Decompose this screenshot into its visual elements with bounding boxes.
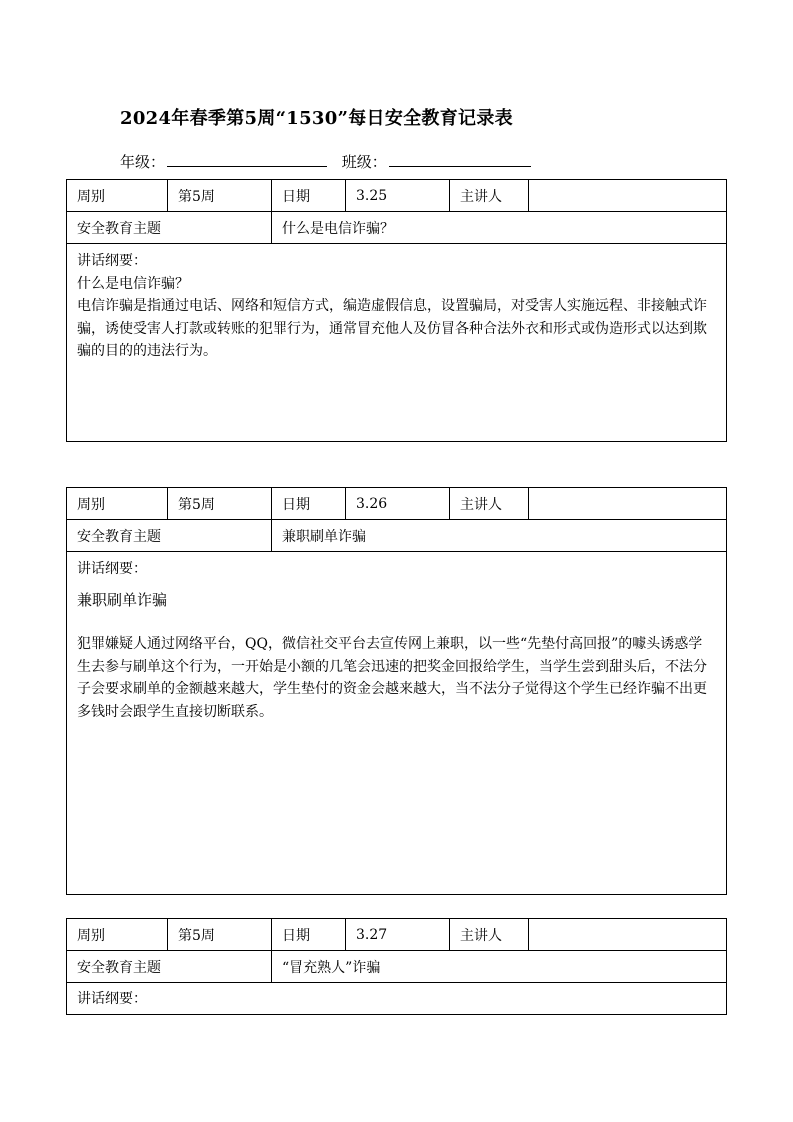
date-value: 3.26 <box>346 488 450 519</box>
grade-label: 年级： <box>120 153 166 171</box>
class-blank <box>389 148 531 167</box>
record-table-2 <box>66 487 727 895</box>
grade-class-line <box>120 148 531 172</box>
outline-body: 电信诈骗是指通过电话、网络和短信方式，编造虚假信息，设置骗局，对受害人实施远程、非接触式诈骗，诱使受害人打款或转账的犯罪行为，通常冒充他人及仿冒各种合法外衣和形式或伪造形式以达到欺骗的目的的违法行为。 <box>77 298 707 359</box>
week-value: 第5周 <box>168 919 272 950</box>
outline-heading: 什么是电信诈骗？ <box>77 275 189 292</box>
page-title: 2024年春季第5周“1530”每日安全教育记录表 <box>120 108 513 129</box>
speaker-value <box>529 919 726 950</box>
class-label: 班级： <box>341 153 387 171</box>
outline-cell <box>67 552 726 894</box>
date-value: 3.25 <box>346 180 450 211</box>
date-label: 日期 <box>272 180 346 211</box>
grade-blank <box>167 148 327 167</box>
topic-value: “冒充熟人”诈骗 <box>282 959 381 976</box>
outline-heading: 兼职刷单诈骗 <box>77 590 168 609</box>
topic-value: 兼职刷单诈骗 <box>282 528 366 545</box>
outline-label: 讲话纲要： <box>77 991 147 1007</box>
topic-row <box>67 520 726 552</box>
outline-label: 讲话纲要： <box>77 253 147 269</box>
week-label: 周别 <box>67 488 168 519</box>
outline-cell <box>67 983 726 1014</box>
spacer <box>77 611 716 633</box>
topic-label: 安全教育主题 <box>67 520 272 551</box>
topic-label: 安全教育主题 <box>67 212 272 243</box>
date-label: 日期 <box>272 488 346 519</box>
topic-value: 什么是电信诈骗？ <box>282 220 394 237</box>
record-table-1 <box>66 179 727 442</box>
topic-label: 安全教育主题 <box>67 951 272 982</box>
speaker-label: 主讲人 <box>450 180 529 211</box>
speaker-label: 主讲人 <box>450 488 529 519</box>
outline-label: 讲话纲要： <box>77 561 147 577</box>
date-value: 3.27 <box>346 919 450 950</box>
week-value: 第5周 <box>168 180 272 211</box>
speaker-label: 主讲人 <box>450 919 529 950</box>
info-row <box>67 919 726 951</box>
topic-row <box>67 212 726 244</box>
speaker-value <box>529 488 726 519</box>
record-table-3 <box>66 918 727 1015</box>
week-label: 周别 <box>67 180 168 211</box>
topic-row <box>67 951 726 983</box>
week-label: 周别 <box>67 919 168 950</box>
info-row <box>67 180 726 212</box>
outline-cell <box>67 244 726 441</box>
date-label: 日期 <box>272 919 346 950</box>
outline-body: 犯罪嫌疑人通过网络平台，QQ，微信社交平台去宣传网上兼职，以一些“先垫付高回报”的噱头诱惑学生去参与刷单这个行为，一开始是小额的几笔会迅速的把奖金回报给学生，当学生尝到甜头后，不法分子会要求刷单的金额越来越大，学生垫付的资金会越来越大，当不法分子觉得这个学生已经诈骗不出更多钱时会跟学生直接切断联系。 <box>77 636 707 720</box>
week-value: 第5周 <box>168 488 272 519</box>
info-row <box>67 488 726 520</box>
speaker-value <box>529 180 726 211</box>
